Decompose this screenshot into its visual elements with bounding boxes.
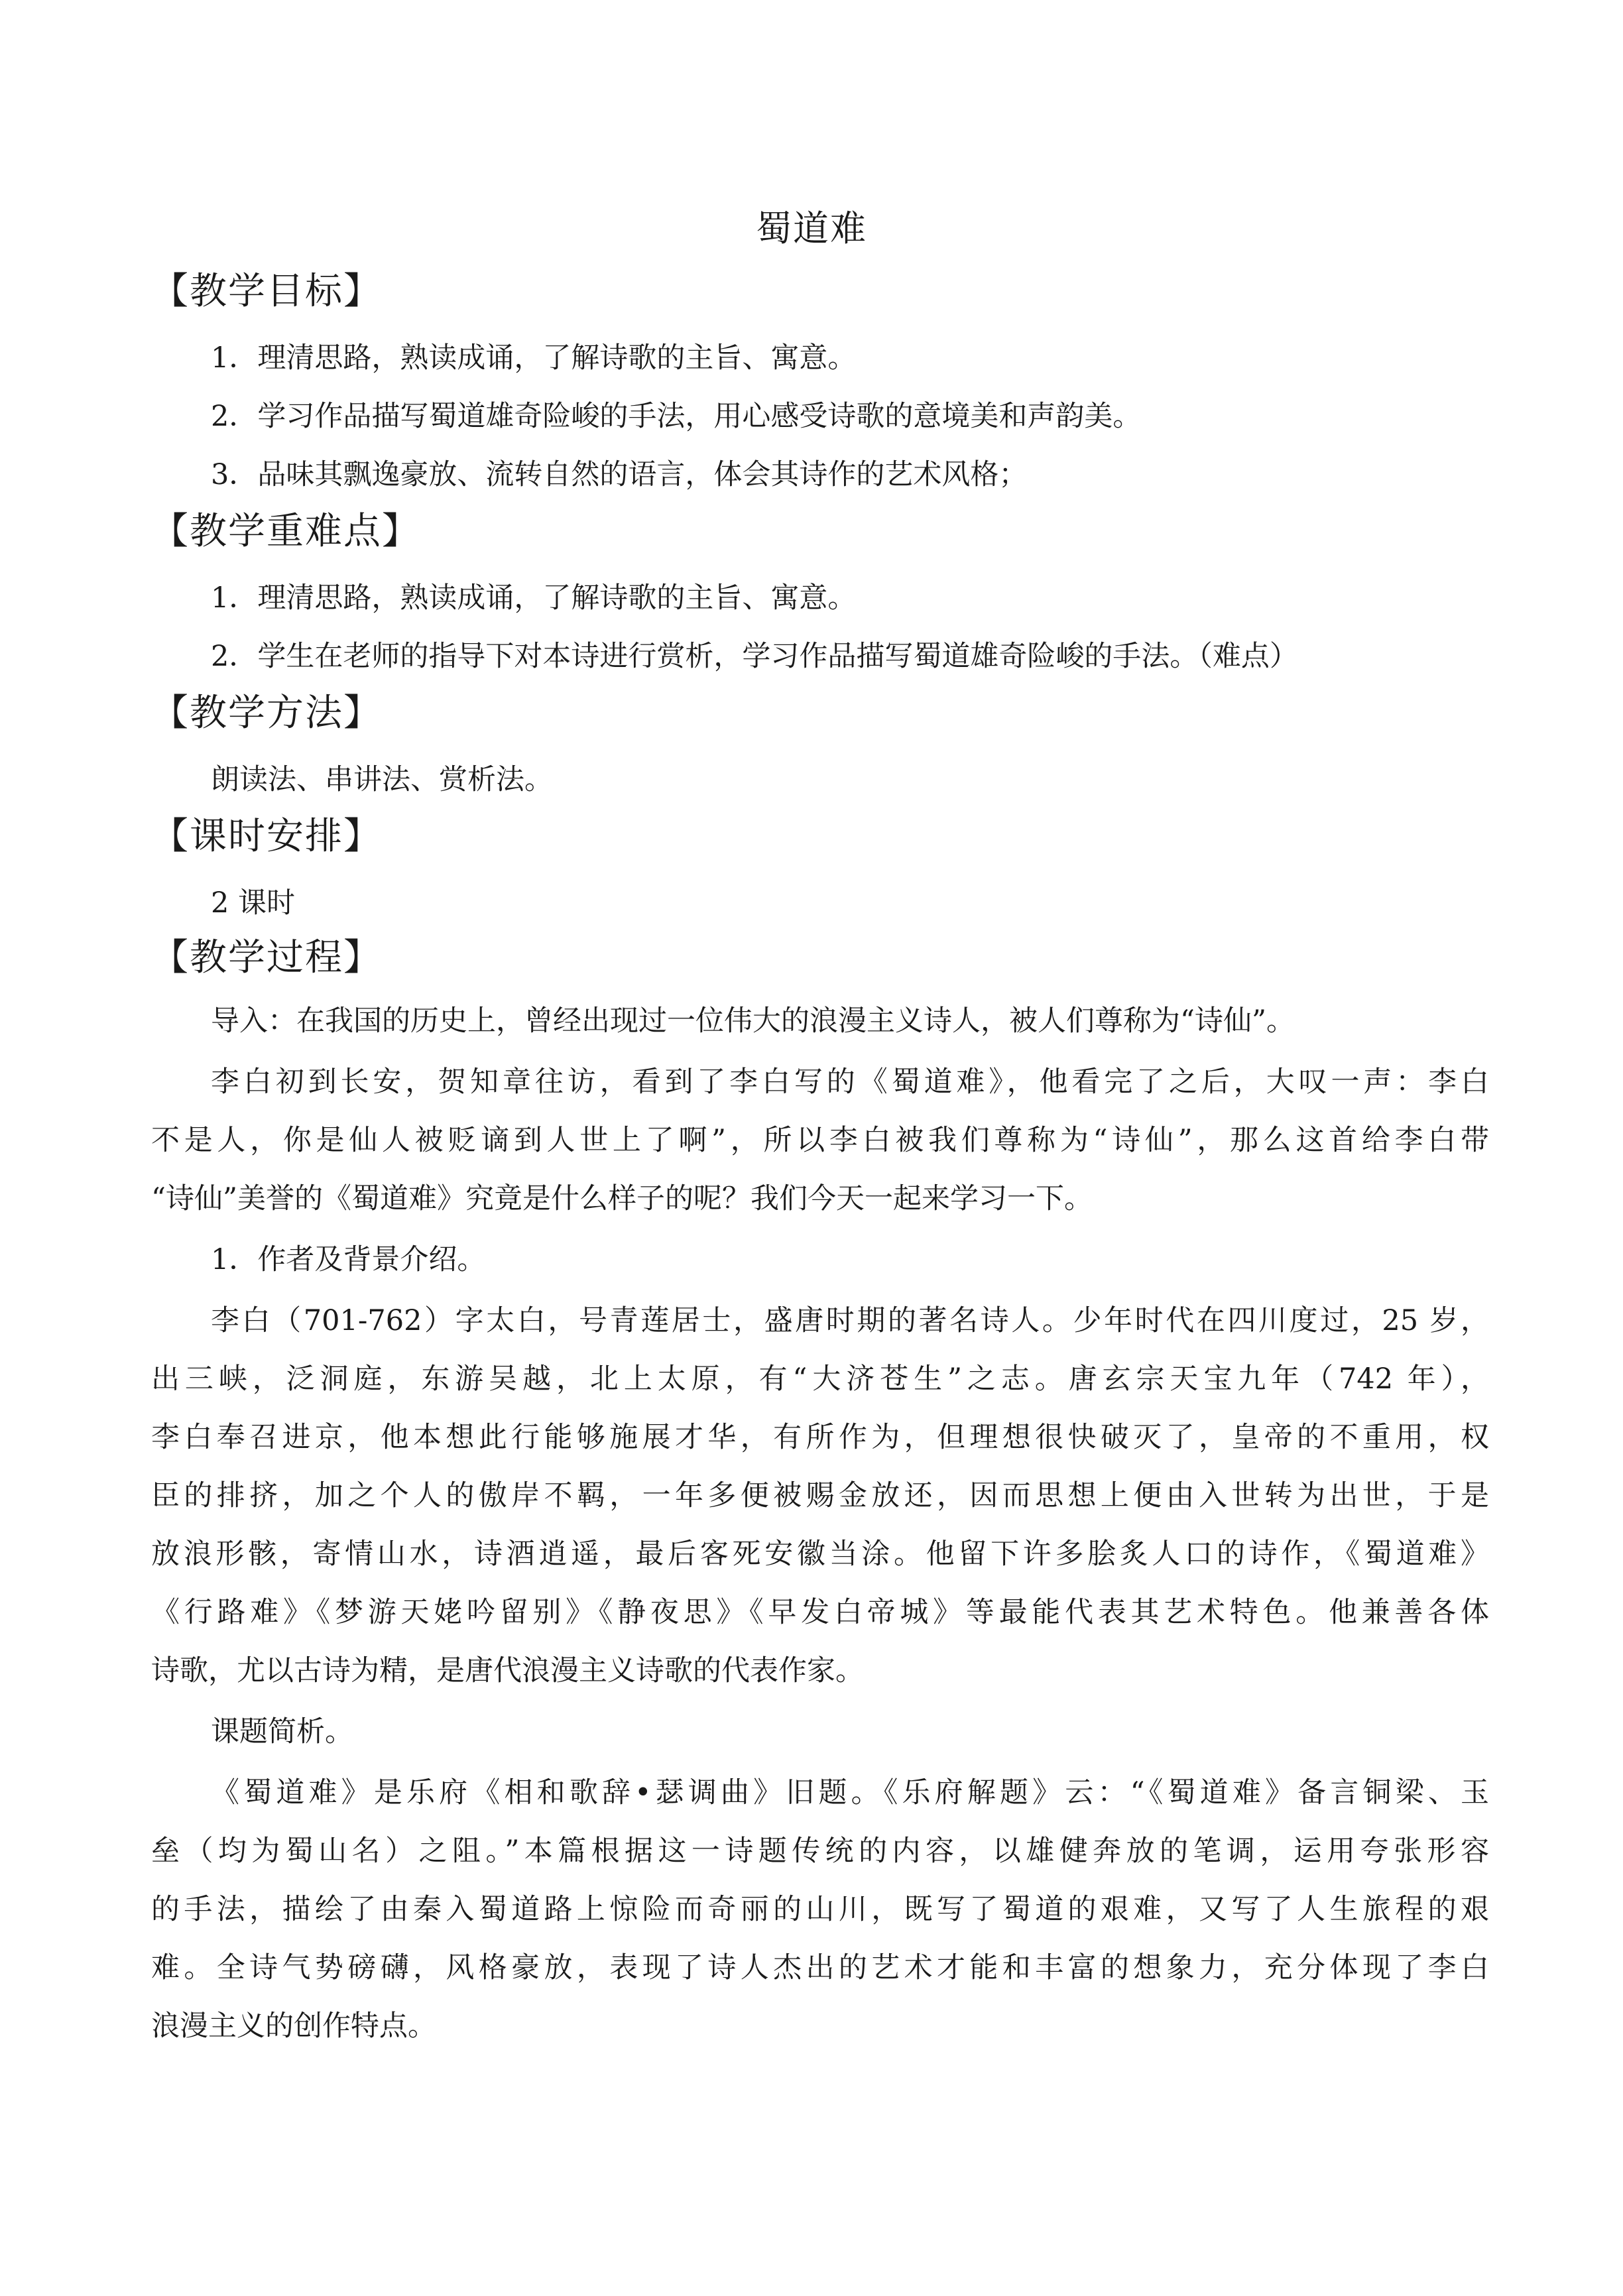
- key-point-item: 1．理清思路，熟读成诵，了解诗歌的主旨、寓意。: [211, 581, 857, 615]
- analysis-line: 难。全诗气势磅礴，风格豪放，表现了诗人杰出的艺术才能和丰富的想象力，充分体现了李白: [151, 1951, 1489, 1984]
- author-line: 出三峡，泛洞庭，东游吴越，北上太原，有“大济苍生”之志。唐玄宗天宝九年（742 年），: [151, 1362, 1489, 1396]
- objective-item: 2．学习作品描写蜀道雄奇险峻的手法，用心感受诗歌的意境美和声韵美。: [211, 400, 1142, 433]
- analysis-heading: 课题简析。: [211, 1715, 353, 1748]
- author-line: 李白奉召进京，他本想此行能够施展才华，有所作为，但理想很快破灭了，皇帝的不重用，权: [151, 1421, 1489, 1454]
- process-intro: 导入：在我国的历史上，曾经出现过一位伟大的浪漫主义诗人，被人们尊称为“诗仙”。: [211, 1004, 1295, 1038]
- document-title: 蜀道难: [756, 208, 867, 249]
- section-heading-process: 【教学过程】: [151, 936, 382, 979]
- story-line: 不是人，你是仙人被贬谪到人世上了啊”，所以李白被我们尊称为“诗仙”，那么这首给李白带: [151, 1124, 1489, 1157]
- schedule-text: 2 课时: [211, 886, 296, 920]
- analysis-line: 垒（均为蜀山名）之阻。”本篇根据这一诗题传统的内容，以雄健奔放的笔调，运用夸张形容: [151, 1835, 1489, 1868]
- section-heading-methods: 【教学方法】: [151, 692, 382, 735]
- author-line: 臣的排挤，加之个人的傲岸不羁，一年多便被赐金放还，因而思想上便由入世转为出世，于是: [151, 1479, 1489, 1512]
- objective-item: 1．理清思路，熟读成诵，了解诗歌的主旨、寓意。: [211, 341, 857, 375]
- analysis-line: 《蜀道难》是乐府《相和歌辞•瑟调曲》旧题。《乐府解题》云：“《蜀道难》备言铜梁、玉: [211, 1776, 1489, 1809]
- analysis-line: 浪漫主义的创作特点。: [151, 2010, 436, 2043]
- section-heading-key-points: 【教学重难点】: [151, 510, 420, 553]
- author-line: 李白（701-762）字太白，号青莲居士，盛唐时期的著名诗人。少年时代在四川度过，25 岁，: [211, 1304, 1489, 1337]
- analysis-line: 的手法，描绘了由秦入蜀道路上惊险而奇丽的山川，既写了蜀道的艰难，又写了人生旅程的艰: [151, 1893, 1489, 1926]
- author-line: 诗歌，尤以古诗为精，是唐代浪漫主义诗歌的代表作家。: [151, 1654, 864, 1687]
- story-line: 李白初到长安，贺知章往访，看到了李白写的《蜀道难》，他看完了之后，大叹一声：李白: [211, 1065, 1489, 1099]
- story-line: “诗仙”美誉的《蜀道难》究竟是什么样子的呢？我们今天一起来学习一下。: [151, 1182, 1093, 1215]
- methods-text: 朗读法、串讲法、赏析法。: [211, 763, 553, 796]
- section-heading-objectives: 【教学目标】: [151, 270, 382, 313]
- author-heading: 1．作者及背景介绍。: [211, 1243, 486, 1276]
- author-line: 放浪形骸，寄情山水，诗酒逍遥，最后客死安徽当涂。他留下许多脍炙人口的诗作，《蜀道难》: [151, 1538, 1489, 1571]
- section-heading-schedule: 【课时安排】: [151, 815, 382, 858]
- author-line: 《行路难》《梦游天姥吟留别》《静夜思》《早发白帝城》等最能代表其艺术特色。他兼善各体: [151, 1596, 1489, 1629]
- key-point-item: 2．学生在老师的指导下对本诗进行赏析，学习作品描写蜀道雄奇险峻的手法。（难点）: [211, 640, 1298, 673]
- objective-item: 3．品味其飘逸豪放、流转自然的语言，体会其诗作的艺术风格；: [211, 458, 1028, 491]
